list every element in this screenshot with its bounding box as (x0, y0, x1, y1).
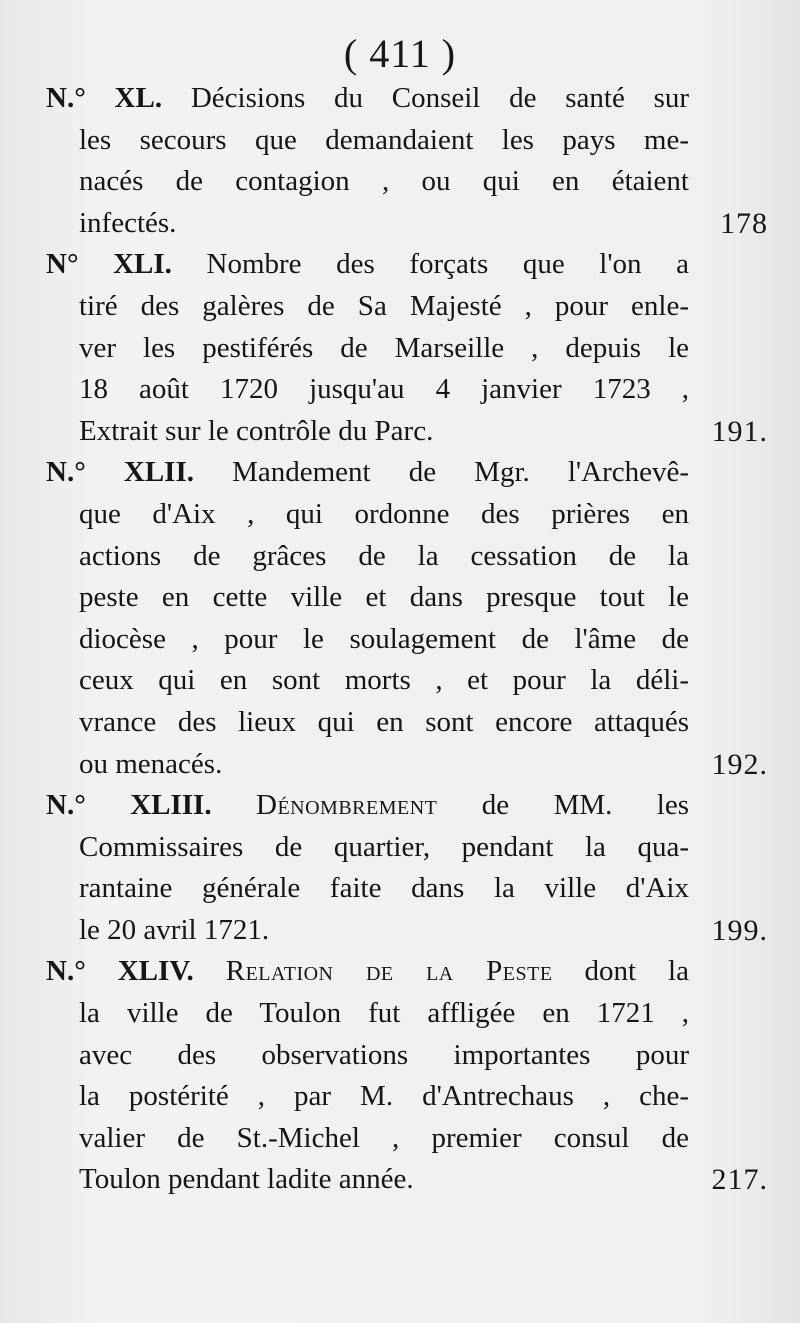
entry-text-line: 18 août 1720 jusqu'au 4 janvier 1723 , (79, 373, 689, 406)
entry-text-line: Extrait sur le contrôle du Parc. (79, 414, 434, 447)
entry-text-line: ou menacés. (79, 747, 223, 780)
entry-text-line: valier de St.-Michel , premier consul de (79, 1121, 689, 1154)
entry-text-line: actions de grâces de la cessation de la (79, 539, 689, 572)
table-of-contents (0, 78, 800, 1201)
entry-page-reference: 217. (711, 1163, 768, 1197)
entry-text-line: tiré des galères de Sa Majesté , pour enle- (79, 289, 689, 322)
entry-text-line: Mandement de Mgr. l'Archevê- (232, 456, 689, 489)
entry-text-line: Nombre des forçats que l'on a (206, 248, 689, 281)
entry-text-line: infectés. (79, 206, 177, 239)
entry-number: N.° XLII. (46, 456, 194, 489)
entry-heading: Dénombrement (256, 789, 438, 822)
toc-entry (0, 244, 800, 452)
entry-text-line: diocèse , pour le soulagement de l'âme de (79, 622, 689, 655)
toc-entry (0, 452, 800, 785)
entry-number: N.° XL. (46, 82, 163, 114)
entry-text-line: les secours que demandaient les pays me- (79, 123, 689, 156)
entry-heading: Relation de la Peste (225, 955, 553, 988)
entry-text-line: la postérité , par M. d'Antrechaus , che- (79, 1080, 689, 1113)
entry-number: N.° XLIV. (46, 955, 194, 988)
entry-text-line: que d'Aix , qui ordonne des prières en (79, 497, 689, 530)
page-number: ( 411 ) (343, 31, 457, 76)
entry-text-line: la ville de Toulon fut affligée en 1721 , (79, 997, 689, 1030)
entry-text-line: de MM. les (481, 789, 690, 822)
entry-text-line: nacés de contagion , ou qui en étaient (79, 165, 689, 198)
entry-page-reference: 178 (720, 206, 768, 240)
entry-text-line: dont la (584, 955, 689, 988)
entry-number: N.° XLIII. (46, 789, 212, 822)
entry-text-line: Décisions du Conseil de santé sur (190, 82, 690, 114)
entry-page-reference: 192. (711, 747, 768, 781)
entry-text-line: rantaine générale faite dans la ville d'Aix (79, 872, 689, 905)
entry-text-line: avec des observations importantes pour (79, 1038, 689, 1071)
entry-text-line: ceux qui en sont morts , et pour la déli- (79, 664, 689, 697)
entry-text-line: ver les pestiférés de Marseille , depuis le (79, 331, 689, 364)
toc-entry (0, 785, 800, 951)
entry-page-reference: 199. (711, 913, 768, 947)
entry-number: N° XLI. (46, 248, 172, 281)
entry-text-line: Commissaires de quartier, pendant la qua- (79, 830, 689, 863)
entry-text-line: le 20 avril 1721. (79, 913, 270, 946)
toc-entry (0, 951, 800, 1201)
entry-page-reference: 191. (711, 414, 768, 448)
toc-entry (0, 78, 800, 244)
entry-text-line: vrance des lieux qui en sont encore attaqués (79, 705, 689, 738)
entry-text-line: peste en cette ville et dans presque tout le (79, 581, 689, 614)
entry-text-line: Toulon pendant ladite année. (79, 1163, 414, 1196)
